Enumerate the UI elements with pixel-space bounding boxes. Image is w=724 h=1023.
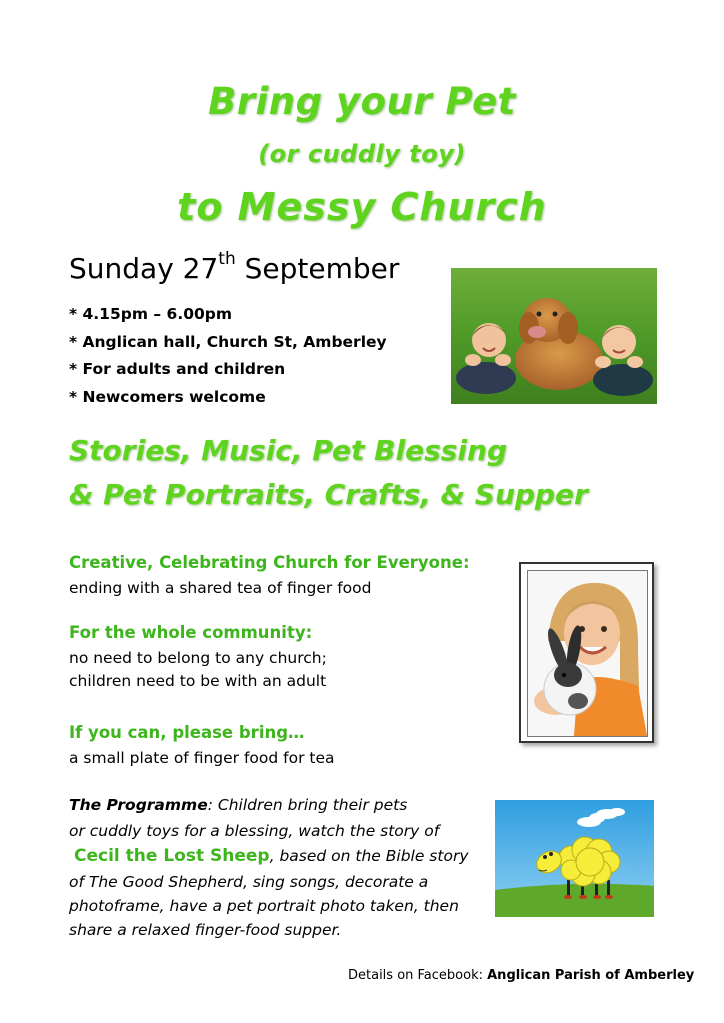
programme-label: The Programme	[69, 796, 208, 814]
detail-welcome: * Newcomers welcome	[69, 387, 266, 406]
facebook-details	[348, 968, 694, 983]
detail-time: * 4.15pm – 6.00pm	[69, 305, 233, 323]
date-suffix: September	[235, 252, 400, 285]
event-date	[69, 248, 400, 285]
programme-line-6: share a relaxed finger-food supper.	[69, 921, 342, 939]
title-line-1: Bring your Pet	[208, 80, 516, 123]
photo-girl-with-rabbit	[519, 562, 654, 743]
cartoon-sheep-illustration	[495, 800, 654, 917]
programme-line-3-text: , based on the Bible story	[269, 847, 469, 865]
programme-line-1-text: : Children bring their pets	[207, 796, 408, 814]
activities-headline-1: Stories, Music, Pet Blessing	[69, 434, 508, 467]
story-title: Cecil the Lost Sheep	[74, 846, 270, 866]
programme-line-4: of The Good Shepherd, sing songs, decorate a	[69, 873, 429, 891]
section-bring-text: a small plate of finger food for tea	[69, 749, 335, 767]
photo-boys-with-dog	[451, 268, 657, 404]
programme-line-1	[69, 796, 407, 814]
section-community-line-1: no need to belong to any church;	[69, 649, 327, 667]
title-line-3: to Messy Church	[177, 185, 547, 229]
activities-headline-2: & Pet Portraits, Crafts, & Supper	[69, 478, 588, 511]
footer-prefix: Details on Facebook:	[348, 968, 488, 983]
programme-line-5: photoframe, have a pet portrait photo taken, then	[69, 897, 459, 915]
section-everyone-text: ending with a shared tea of finger food	[69, 579, 372, 597]
programme-line-2: or cuddly toys for a blessing, watch the story of	[69, 822, 440, 840]
facebook-page-name: Anglican Parish of Amberley	[487, 968, 695, 983]
detail-location: * Anglican hall, Church St, Amberley	[69, 332, 387, 351]
title-line-2: (or cuddly toy)	[258, 140, 466, 168]
event-details-list	[69, 301, 387, 411]
date-prefix: Sunday 27	[69, 252, 219, 285]
section-everyone-heading: Creative, Celebrating Church for Everyone:	[69, 553, 470, 572]
programme-line-3	[69, 846, 469, 866]
section-bring-heading: If you can, please bring…	[69, 723, 305, 742]
section-community-line-2: children need to be with an adult	[69, 672, 327, 690]
date-ordinal: th	[218, 248, 236, 269]
detail-audience: * For adults and children	[69, 360, 286, 378]
section-community-heading: For the whole community:	[69, 623, 313, 642]
